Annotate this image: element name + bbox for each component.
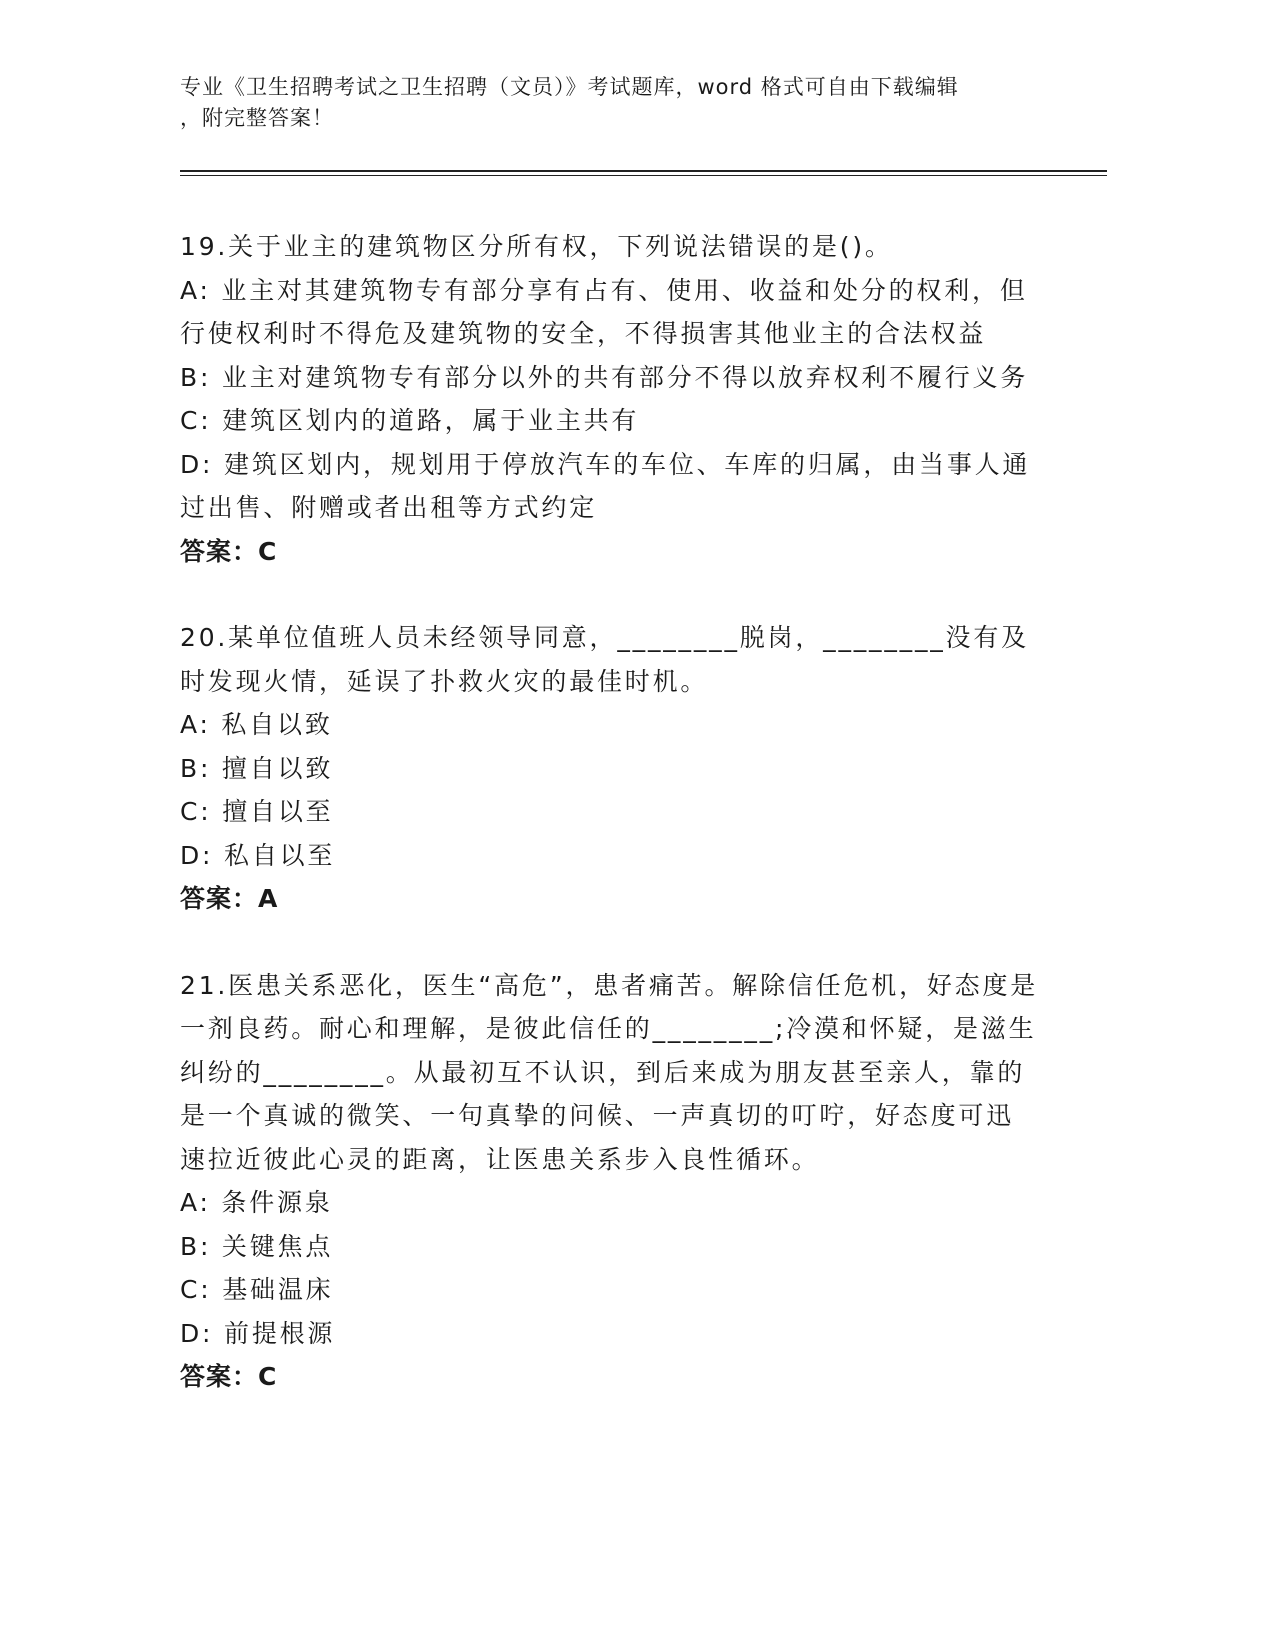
question-20 [180, 616, 1040, 921]
option-a: A: 条件源泉 [180, 1188, 333, 1217]
option-c: C: 建筑区划内的道路，属于业主共有 [180, 406, 640, 435]
answer: 答案：C [180, 1362, 278, 1391]
header-divider-thin [180, 175, 1107, 176]
question-19 [180, 225, 1040, 573]
header-line-1: 专业《卫生招聘考试之卫生招聘（文员）》考试题库，word 格式可自由下载编辑 [180, 75, 959, 99]
option-c: C: 基础温床 [180, 1275, 334, 1304]
option-c: C: 擅自以至 [180, 797, 334, 826]
option-b: B: 关键焦点 [180, 1231, 334, 1261]
option-b: B: 业主对建筑物专有部分以外的共有部分不得以放弃权利不履行义务 [180, 362, 1029, 392]
option-a: A: 业主对其建筑物专有部分享有占有、使用、收益和处分的权利，但行使权利时不得危及建筑物的安全，不得损害其他业主的合法权益 [180, 275, 1028, 348]
question-text: 19.关于业主的建筑物区分所有权，下列说法错误的是()。 [180, 232, 893, 261]
answer: 答案：A [180, 884, 279, 913]
header-line-2: ，附完整答案！ [180, 106, 334, 130]
answer: 答案：C [180, 536, 278, 566]
question-list [180, 225, 1040, 1399]
question-21 [180, 964, 1040, 1399]
header-divider-thick [180, 170, 1107, 172]
option-d: D: 前提根源 [180, 1318, 336, 1348]
question-text: 21.医患关系恶化，医生“高危”，患者痛苦。解除信任危机，好态度是一剂良药。耐心和理解，是彼此信任的________;冷漠和怀疑，是滋生纠纷的________。从最初互不认识，到后来成为朋友甚至亲人，靠的是一个真诚的微笑、一句真挚的问候、一声真切的叮咛，好态度可迅速拉近彼此心灵的距离，让医患关系步入良性循环。 [180, 970, 1039, 1174]
option-a: A: 私自以致 [180, 710, 333, 739]
document-header [180, 72, 1030, 134]
option-b: B: 擅自以致 [180, 753, 334, 783]
question-text: 20.某单位值班人员未经领导同意，________脱岗，________没有及时发现火情，延误了扑救火灾的最佳时机。 [180, 623, 1029, 696]
option-d: D: 建筑区划内，规划用于停放汽车的车位、车库的归属，由当事人通过出售、附赠或者出租等方式约定 [180, 449, 1031, 522]
option-d: D: 私自以至 [180, 840, 336, 870]
